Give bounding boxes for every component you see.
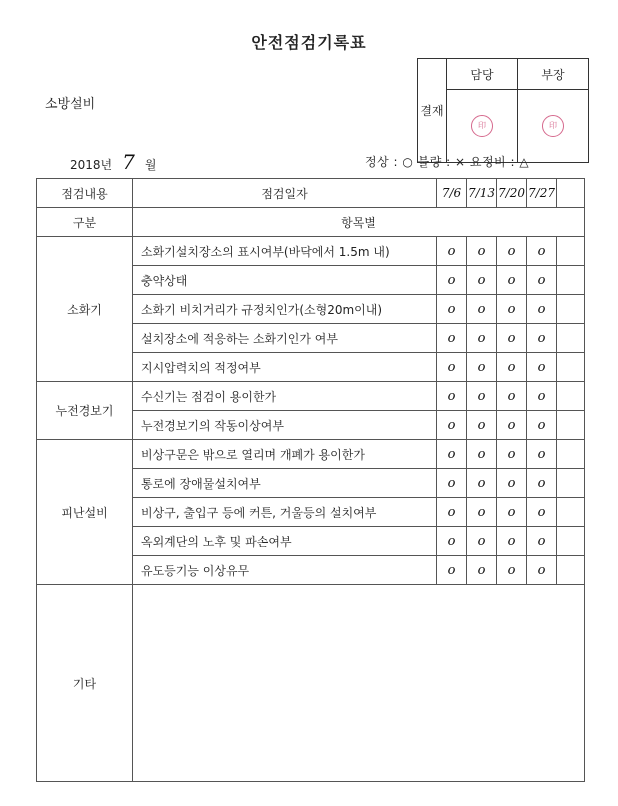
check-mark: o — [527, 324, 557, 353]
check-mark: o — [437, 237, 467, 266]
approval-col-staff: 담당 — [447, 59, 518, 90]
approval-box — [417, 58, 589, 163]
check-mark: o — [467, 440, 497, 469]
check-mark: o — [527, 237, 557, 266]
check-mark: o — [527, 353, 557, 382]
item-cell: 비상구, 출입구 등에 커튼, 거울등의 설치여부 — [133, 498, 437, 527]
check-mark: o — [437, 440, 467, 469]
check-mark: o — [497, 440, 527, 469]
check-mark: o — [467, 295, 497, 324]
check-mark: o — [437, 498, 467, 527]
check-mark: o — [527, 295, 557, 324]
spare-column-cell — [557, 498, 585, 527]
item-cell: 소화기설치장소의 표시여부(바닥에서 1.5m 내) — [133, 237, 437, 266]
check-mark: o — [527, 266, 557, 295]
check-mark: o — [437, 469, 467, 498]
spare-column-cell — [557, 353, 585, 382]
date-cell: 7/13 — [467, 179, 497, 208]
col-category-header: 구분 — [37, 208, 133, 237]
check-mark: o — [497, 324, 527, 353]
spare-column-cell — [557, 295, 585, 324]
item-cell: 유도등기능 이상유무 — [133, 556, 437, 585]
item-cell: 통로에 장애물설치여부 — [133, 469, 437, 498]
spare-column-cell — [557, 527, 585, 556]
check-mark: o — [527, 469, 557, 498]
check-mark: o — [467, 498, 497, 527]
check-mark: o — [437, 295, 467, 324]
check-mark: o — [467, 353, 497, 382]
item-cell: 설치장소에 적응하는 소화기인가 여부 — [133, 324, 437, 353]
category-cell: 피난설비 — [37, 440, 133, 585]
table-row — [37, 382, 585, 411]
col-date-header: 점검일자 — [133, 179, 437, 208]
other-notes-area — [133, 585, 585, 782]
spare-column-cell — [557, 237, 585, 266]
item-cell: 소화기 비치거리가 규정치인가(소형20m이내) — [133, 295, 437, 324]
check-mark: o — [437, 266, 467, 295]
approval-label: 결재 — [418, 59, 447, 163]
check-mark: o — [467, 469, 497, 498]
col-items-header: 항목별 — [133, 208, 585, 237]
check-mark: o — [527, 527, 557, 556]
check-mark: o — [497, 556, 527, 585]
check-mark: o — [437, 353, 467, 382]
spare-column-cell — [557, 266, 585, 295]
check-mark: o — [437, 324, 467, 353]
spare-column-cell — [557, 411, 585, 440]
approval-col-manager: 부장 — [518, 59, 589, 90]
check-mark: o — [467, 382, 497, 411]
staff-stamp: 印 — [471, 115, 493, 137]
subheader-row — [37, 208, 585, 237]
manager-signature-cell — [518, 90, 589, 163]
item-cell: 누전경보기의 작동이상여부 — [133, 411, 437, 440]
check-mark: o — [497, 266, 527, 295]
check-mark: o — [527, 411, 557, 440]
check-mark: o — [497, 382, 527, 411]
item-cell: 비상구문은 밖으로 열리며 개폐가 용이한가 — [133, 440, 437, 469]
check-mark: o — [527, 382, 557, 411]
check-mark: o — [497, 237, 527, 266]
month-unit: 월 — [144, 158, 157, 172]
table-row — [37, 237, 585, 266]
spare-column-cell — [557, 469, 585, 498]
period-line — [70, 150, 156, 174]
manager-stamp: 印 — [542, 115, 564, 137]
check-mark: o — [437, 382, 467, 411]
department-label: 소방설비 — [45, 97, 96, 112]
spare-column-cell — [557, 440, 585, 469]
check-mark: o — [467, 237, 497, 266]
year-text: 2018년 — [70, 158, 113, 172]
table-row — [37, 440, 585, 469]
check-mark: o — [497, 469, 527, 498]
month-value: 7 — [122, 150, 135, 174]
check-mark: o — [467, 324, 497, 353]
item-cell: 옥외계단의 노후 및 파손여부 — [133, 527, 437, 556]
item-cell: 지시압력치의 적정여부 — [133, 353, 437, 382]
spare-column-cell — [557, 382, 585, 411]
other-label: 기타 — [37, 585, 133, 782]
check-mark: o — [467, 527, 497, 556]
category-cell: 누전경보기 — [37, 382, 133, 440]
spare-column-cell — [557, 324, 585, 353]
spare-column-cell — [557, 556, 585, 585]
check-mark: o — [437, 411, 467, 440]
check-mark: o — [497, 295, 527, 324]
date-cell: 7/27 — [527, 179, 557, 208]
header-row — [37, 179, 585, 208]
check-mark: o — [467, 556, 497, 585]
legend-text: 정상 : ○ 불량 : × 요정비 : △ — [365, 155, 530, 169]
date-cell: 7/20 — [497, 179, 527, 208]
check-mark: o — [527, 498, 557, 527]
spare-column-cell — [557, 179, 585, 208]
category-cell: 소화기 — [37, 237, 133, 382]
col-inspection-header: 점검내용 — [37, 179, 133, 208]
check-mark: o — [497, 353, 527, 382]
check-mark: o — [497, 527, 527, 556]
check-mark: o — [527, 556, 557, 585]
check-mark: o — [497, 498, 527, 527]
other-row — [37, 585, 585, 782]
page-title: 안전점검기록표 — [251, 33, 367, 52]
check-mark: o — [527, 440, 557, 469]
check-mark: o — [437, 556, 467, 585]
check-mark: o — [497, 411, 527, 440]
date-cell: 7/6 — [437, 179, 467, 208]
item-cell: 충약상태 — [133, 266, 437, 295]
check-mark: o — [467, 411, 497, 440]
check-mark: o — [437, 527, 467, 556]
inspection-table — [36, 178, 585, 782]
item-cell: 수신기는 점검이 용이한가 — [133, 382, 437, 411]
check-mark: o — [467, 266, 497, 295]
staff-signature-cell — [447, 90, 518, 163]
